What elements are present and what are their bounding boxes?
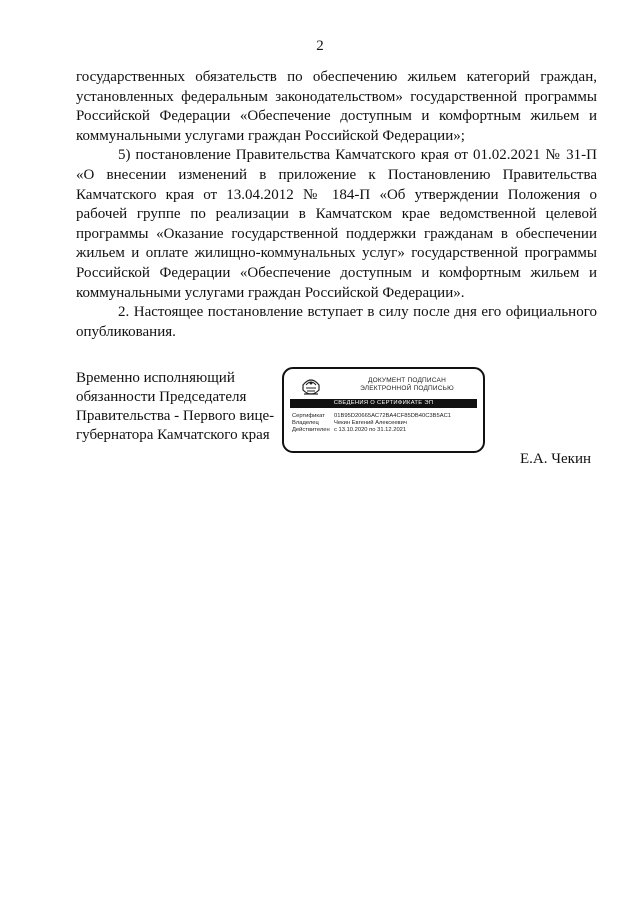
signer-position-line: Правительства - Первого вице- — [76, 408, 275, 424]
stamp-certificate-bar: СВЕДЕНИЯ О СЕРТИФИКАТЕ ЭП — [290, 399, 477, 408]
paragraph: 2. Настоящее постановление вступает в силу после дня его официального опубликования. — [76, 304, 597, 340]
signer-position-line: обязанности Председателя — [76, 389, 247, 405]
signer-position — [76, 369, 281, 445]
stamp-heading — [332, 377, 482, 393]
stamp-valid-row — [292, 427, 482, 434]
signer-position-line: губернатора Камчатского края — [76, 427, 270, 443]
stamp-heading-line: ЭЛЕКТРОННОЙ ПОДПИСЬЮ — [360, 385, 454, 392]
stamp-certificate-value: 01B95D20665AC72BA4CF85DB40C3B5AC1 — [334, 413, 451, 419]
signer-name: Е.А. Чекин — [520, 451, 591, 467]
stamp-heading-line: ДОКУМЕНТ ПОДПИСАН — [368, 377, 446, 384]
stamp-certificate-label: Сертификат — [292, 413, 325, 419]
document-body — [76, 68, 597, 342]
stamp-owner-label: Владелец — [292, 420, 319, 426]
stamp-valid-value: с 13.10.2020 по 31.12.2021 — [334, 427, 407, 433]
paragraph: государственных обязательств по обеспечению жильем категорий граждан, установленных федеральным законодательством» государственной программы Российской Федерации «Обеспечение доступным и комфортным жильем и коммунальными услугами граждан Российской Федерации»; — [76, 69, 597, 144]
stamp-owner-value: Чекин Евгений Алексеевич — [334, 420, 407, 426]
paragraph: 5) постановление Правительства Камчатского края от 01.02.2021 № 31-П «О внесении изменений в приложение к Постановлению Правительства Камчатского края от 13.04.2012 № 184-П «Об утверждении Положения о рабочей группе по реализации в Камчатском крае ведомственной целевой программы «Оказание государственной поддержки гражданам в обеспечении жильем и оплате жилищно-коммунальных услуг» государственной программы Российской Федерации «Обеспечение доступным и комфортным жильем и коммунальными услугами граждан Российской Федерации». — [76, 147, 597, 301]
stamp-certificate-row — [292, 413, 482, 420]
stamp-owner-row — [292, 420, 482, 427]
coat-of-arms-icon — [300, 375, 322, 399]
stamp-valid-label: Действителен — [292, 427, 330, 433]
page-number: 2 — [316, 38, 324, 54]
signer-position-line: Временно исполняющий — [76, 370, 235, 386]
electronic-signature-stamp — [282, 367, 485, 453]
